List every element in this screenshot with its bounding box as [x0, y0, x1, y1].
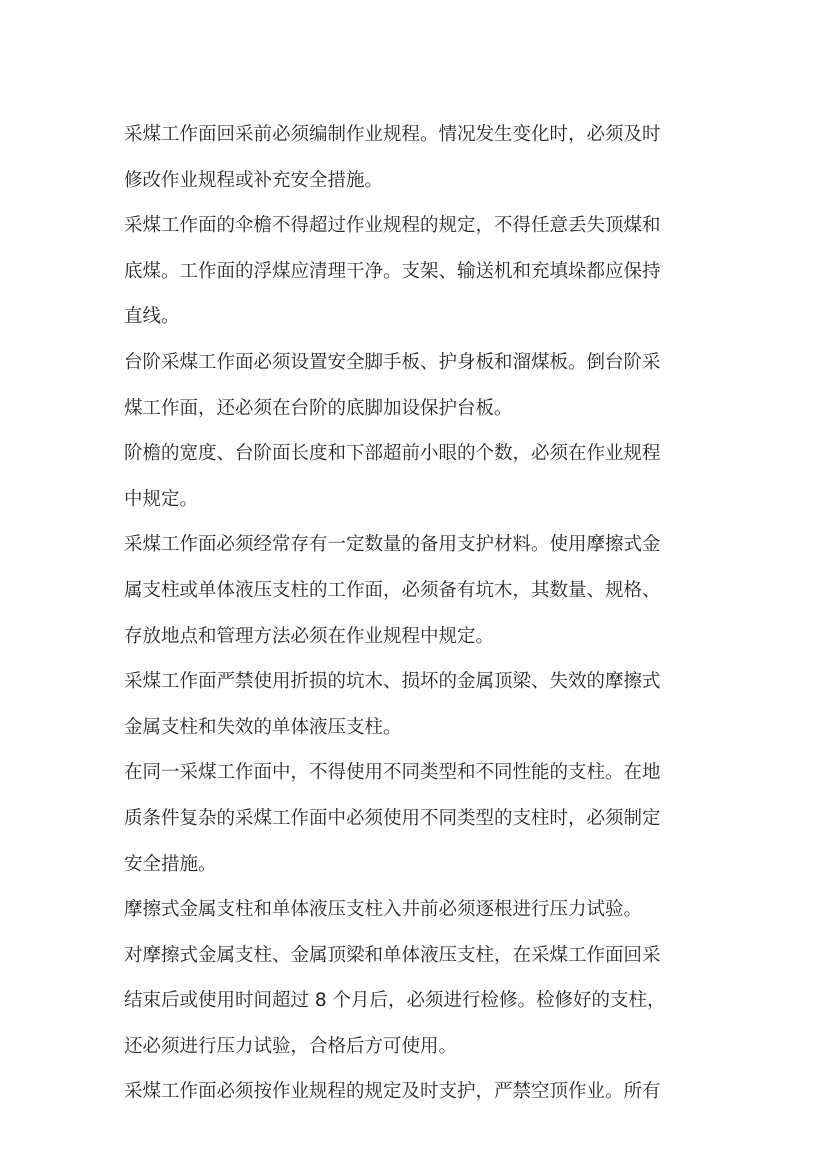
paragraph-line: 采煤工作面严禁使用折损的坑木、损坏的金属顶梁、失效的摩擦式 — [124, 671, 661, 693]
paragraph-line: 摩擦式金属支柱和单体液压支柱入井前必须逐根进行压力试验。 — [124, 899, 643, 921]
paragraph-line: 在同一采煤工作面中，不得使用不同类型和不同性能的支柱。在地 — [124, 762, 661, 784]
paragraph-1 — [124, 112, 714, 203]
paragraph-line: 存放地点和管理方法必须在作业规程中规定。 — [124, 625, 495, 647]
paragraph-7 — [124, 750, 714, 887]
paragraph-line: 采煤工作面的伞檐不得超过作业规程的规定，不得任意丢失顶煤和 — [124, 215, 661, 237]
paragraph-3 — [124, 340, 714, 431]
paragraph-line: 安全措施。 — [124, 853, 217, 875]
paragraph-8 — [124, 887, 714, 933]
paragraph-line: 采煤工作面必须经常存有一定数量的备用支护材料。使用摩擦式金 — [124, 534, 661, 556]
paragraph-line: 金属支柱和失效的单体液压支柱。 — [124, 716, 402, 738]
paragraph-9 — [124, 933, 714, 1070]
document-body — [124, 112, 714, 1115]
paragraph-4 — [124, 431, 714, 522]
paragraph-line: 直线。 — [124, 306, 180, 328]
paragraph-line: 阶檐的宽度、台阶面长度和下部超前小眼的个数，必须在作业规程 — [124, 443, 661, 465]
paragraph-line: 还必须进行压力试验，合格后方可使用。 — [124, 1035, 458, 1057]
paragraph-line: 结束后或使用时间超过 8 个月后，必须进行检修。检修好的支柱， — [124, 990, 666, 1012]
paragraph-line: 属支柱或单体液压支柱的工作面，必须备有坑木，其数量、规格、 — [124, 579, 661, 601]
paragraph-5 — [124, 522, 714, 659]
paragraph-line: 对摩擦式金属支柱、金属顶梁和单体液压支柱，在采煤工作面回采 — [124, 944, 661, 966]
paragraph-line: 底煤。工作面的浮煤应清理干净。支架、输送机和充填垛都应保持 — [124, 260, 661, 282]
paragraph-line: 台阶采煤工作面必须设置安全脚手板、护身板和溜煤板。倒台阶采 — [124, 351, 661, 373]
paragraph-line: 修改作业规程或补充安全措施。 — [124, 169, 384, 191]
paragraph-line: 采煤工作面必须按作业规程的规定及时支护，严禁空顶作业。所有 — [124, 1081, 661, 1103]
paragraph-line: 质条件复杂的采煤工作面中必须使用不同类型的支柱时，必须制定 — [124, 807, 661, 829]
paragraph-10 — [124, 1069, 714, 1115]
paragraph-6 — [124, 659, 714, 750]
paragraph-line: 采煤工作面回采前必须编制作业规程。情况发生变化时，必须及时 — [124, 124, 661, 145]
paragraph-2 — [124, 203, 714, 340]
paragraph-line: 煤工作面，还必须在台阶的底脚加设保护台板。 — [124, 397, 513, 419]
paragraph-line: 中规定。 — [124, 488, 199, 510]
